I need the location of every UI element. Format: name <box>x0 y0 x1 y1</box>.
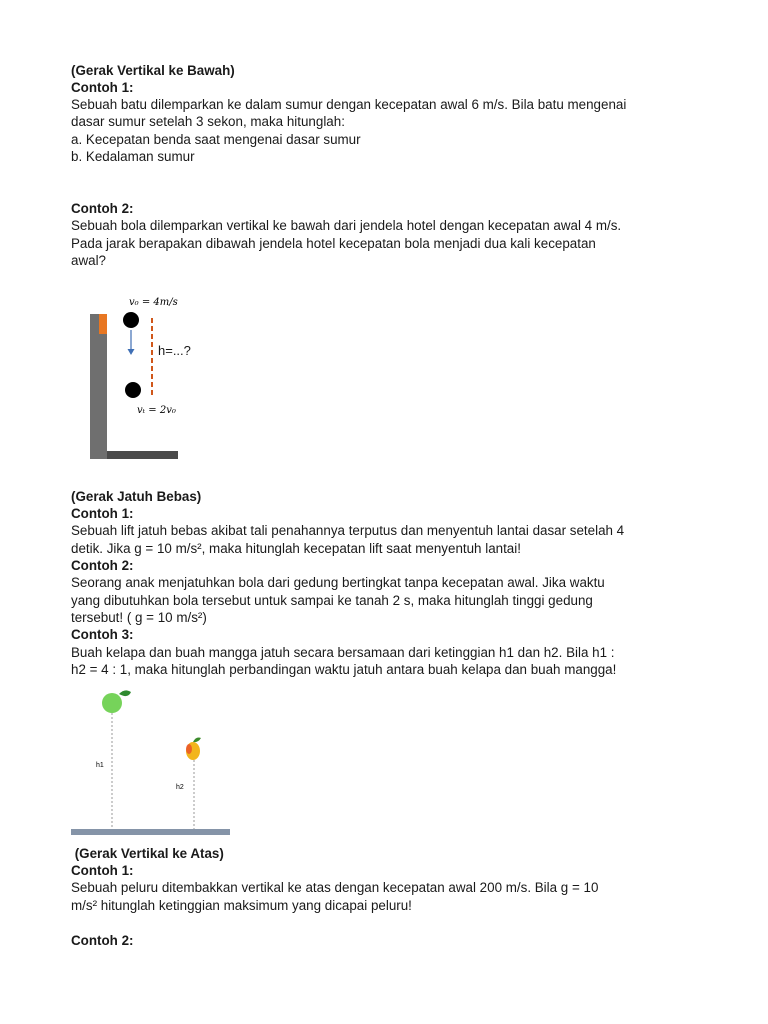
ground-bar <box>71 829 230 835</box>
section-heading: (Gerak Vertikal ke Bawah) <box>71 63 235 78</box>
section-heading: (Gerak Vertikal ke Atas) <box>71 846 224 861</box>
example-line: tersebut! ( g = 10 m/s²) <box>71 610 207 625</box>
section-heading: (Gerak Jatuh Bebas) <box>71 489 202 504</box>
example-title: Contoh 2: <box>71 558 134 573</box>
coconut-leaf-icon <box>119 690 131 696</box>
example-line: yang dibutuhkan bola tersebut untuk sampai ke tanah 2 s, maka hitunglah tinggi gedung <box>71 593 593 608</box>
example-title: Contoh 2: <box>71 201 134 216</box>
example-line: Sebuah batu dilemparkan ke dalam sumur dengan kecepatan awal 6 m/s. Bila batu mengenai <box>71 97 627 112</box>
example-line: h2 = 4 : 1, maka hitunglah perbandingan waktu jatuh antara buah kelapa dan buah mangga! <box>71 662 617 677</box>
example-line: awal? <box>71 253 106 268</box>
example-title: Contoh 1: <box>71 863 134 878</box>
v0-label: v₀ = 4m/s <box>129 297 178 308</box>
example-line: detik. Jika g = 10 m/s², maka hitunglah kecepatan lift saat menyentuh lantai! <box>71 541 521 556</box>
mango-leaf-icon <box>193 738 201 743</box>
example-title: Contoh 1: <box>71 80 134 95</box>
example-line: Buah kelapa dan buah mangga jatuh secara bersamaan dari ketinggian h1 dan h2. Bila h1 : <box>71 645 615 660</box>
h2-label: h2 <box>176 784 184 791</box>
example-line: Sebuah lift jatuh bebas akibat tali penahannya terputus dan menyentuh lantai dasar setelah 4 <box>71 523 625 538</box>
vt-label: vₜ = 2v₀ <box>137 405 176 416</box>
example-line: dasar sumur setelah 3 sekon, maka hitunglah: <box>71 114 345 129</box>
example-line: a. Kecepatan benda saat mengenai dasar sumur <box>71 132 361 147</box>
height-label: h=...? <box>158 343 191 358</box>
h1-label: h1 <box>96 762 104 769</box>
coconut-icon <box>102 693 122 713</box>
example-line: Sebuah peluru ditembakkan vertikal ke atas dengan kecepatan awal 200 m/s. Bila g = 10 <box>71 880 599 895</box>
example-line: b. Kedalaman sumur <box>71 149 195 164</box>
example-line: Pada jarak berapakan dibawah jendela hotel kecepatan bola menjadi dua kali kecepatan <box>71 236 596 251</box>
example-line: Seorang anak menjatuhkan bola dari gedung bertingkat tanpa kecepatan awal. Jika waktu <box>71 575 605 590</box>
example-line: m/s² hitunglah ketinggian maksimum yang dicapai peluru! <box>71 898 412 913</box>
example-title: Contoh 2: <box>71 933 134 948</box>
example-title: Contoh 3: <box>71 627 134 642</box>
example-title: Contoh 1: <box>71 506 134 521</box>
example-line: Sebuah bola dilemparkan vertikal ke bawah dari jendela hotel dengan kecepatan awal 4 m/s. <box>71 218 622 233</box>
